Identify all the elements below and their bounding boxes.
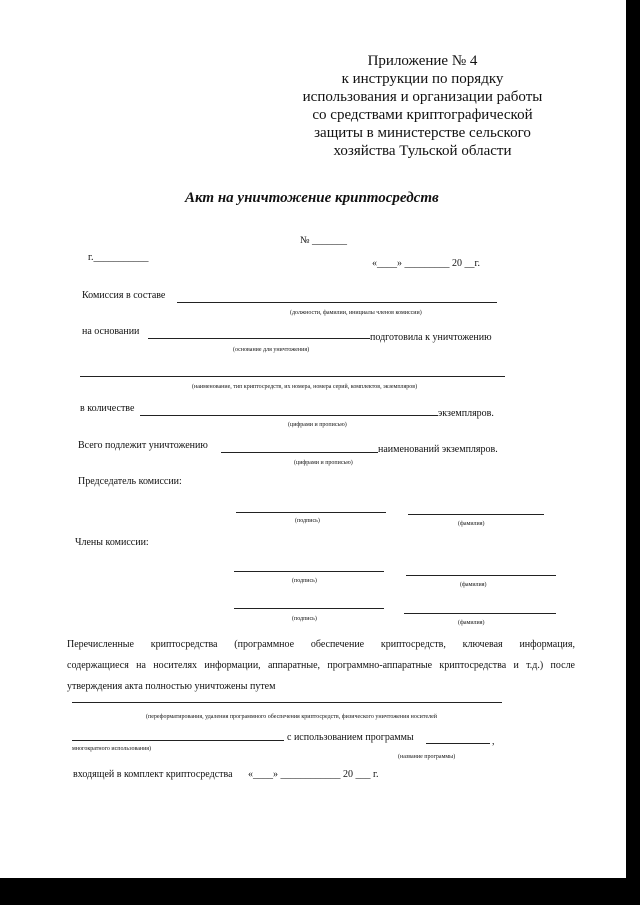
basis-line: [148, 338, 370, 339]
commission-label: Комиссия в составе: [82, 290, 166, 301]
member1-signature-line: [234, 571, 384, 572]
member1-signature-hint: (подпись): [292, 578, 317, 584]
kit-date: «____» ____________ 20 ___ г.: [248, 769, 379, 780]
quantity-hint: (цифрами и прописью): [288, 422, 347, 428]
program-hint: (название программы): [398, 754, 456, 760]
header-line: хозяйства Тульской области: [333, 143, 512, 159]
quantity-line: [140, 415, 438, 416]
method-line-2: [72, 740, 284, 741]
paragraph-line: содержащиеся на носителях информации, аппаратные, программно-аппаратные криптосредства и т.д.) после: [67, 660, 575, 671]
quantity-label: в количестве: [80, 403, 135, 414]
program-line: [426, 743, 490, 744]
basis-hint: (основание для уничтожения): [233, 347, 310, 353]
chairman-signature-hint: (подпись): [295, 518, 320, 524]
member1-surname-hint: (фамилия): [460, 582, 487, 588]
basis-label: на основании: [82, 326, 140, 337]
member2-surname-line: [404, 613, 556, 614]
total-line: [221, 452, 378, 453]
commission-line: [177, 302, 497, 303]
program-label: с использованием программы: [287, 732, 414, 743]
total-suffix: наименований экземпляров.: [378, 444, 498, 455]
commission-hint: (должности, фамилии, инициалы членов комиссии): [290, 310, 422, 316]
city-field: г.___________: [88, 252, 149, 263]
total-hint: (цифрами и прописью): [294, 460, 353, 466]
items-hint: (наименование, тип криптосредств, их номера, номера серий, комплектов, экземпляров): [192, 384, 418, 390]
member1-surname-line: [406, 575, 556, 576]
basis-suffix: подготовила к уничтожению: [370, 332, 492, 343]
paragraph-line: Перечисленные криптосредства (программное обеспечение криптосредств, ключевая информация,: [67, 639, 575, 650]
quantity-suffix: экземпляров.: [438, 408, 494, 419]
header-line: Приложение № 4: [367, 53, 478, 69]
document-title: Акт на уничтожение криптосредств: [185, 190, 439, 206]
header-line: защиты в министерстве сельского: [314, 125, 531, 141]
comma: ,: [492, 736, 495, 747]
member2-signature-hint: (подпись): [292, 616, 317, 622]
header-line: со средствами криптографической: [312, 107, 533, 123]
chairman-surname-hint: (фамилия): [458, 521, 485, 527]
header-line: использования и организации работы: [302, 89, 543, 105]
date-field: «____» _________ 20 __г.: [372, 258, 480, 269]
method-hint: (переформатирования, удаления программного обеспечения криптосредств, физического уничтожения носителей: [146, 714, 437, 720]
total-label: Всего подлежит уничтожению: [78, 440, 208, 451]
appendix-header: [300, 52, 545, 160]
member2-signature-line: [234, 608, 384, 609]
chairman-signature-line: [236, 512, 386, 513]
header-line: к инструкции по порядку: [341, 71, 504, 87]
act-number: № _______: [300, 235, 348, 246]
method-hint-2: многократного использования): [72, 746, 152, 752]
method-line: [72, 702, 502, 703]
chairman-label: Председатель комиссии:: [78, 476, 182, 487]
kit-label: входящей в комплект криптосредства: [73, 769, 233, 780]
chairman-surname-line: [408, 514, 544, 515]
member2-surname-hint: (фамилия): [458, 620, 485, 626]
members-label: Члены комиссии:: [75, 537, 149, 548]
items-line: [80, 376, 505, 377]
destruction-paragraph: [67, 634, 575, 697]
paragraph-line: утверждения акта полностью уничтожены путем: [67, 681, 276, 692]
